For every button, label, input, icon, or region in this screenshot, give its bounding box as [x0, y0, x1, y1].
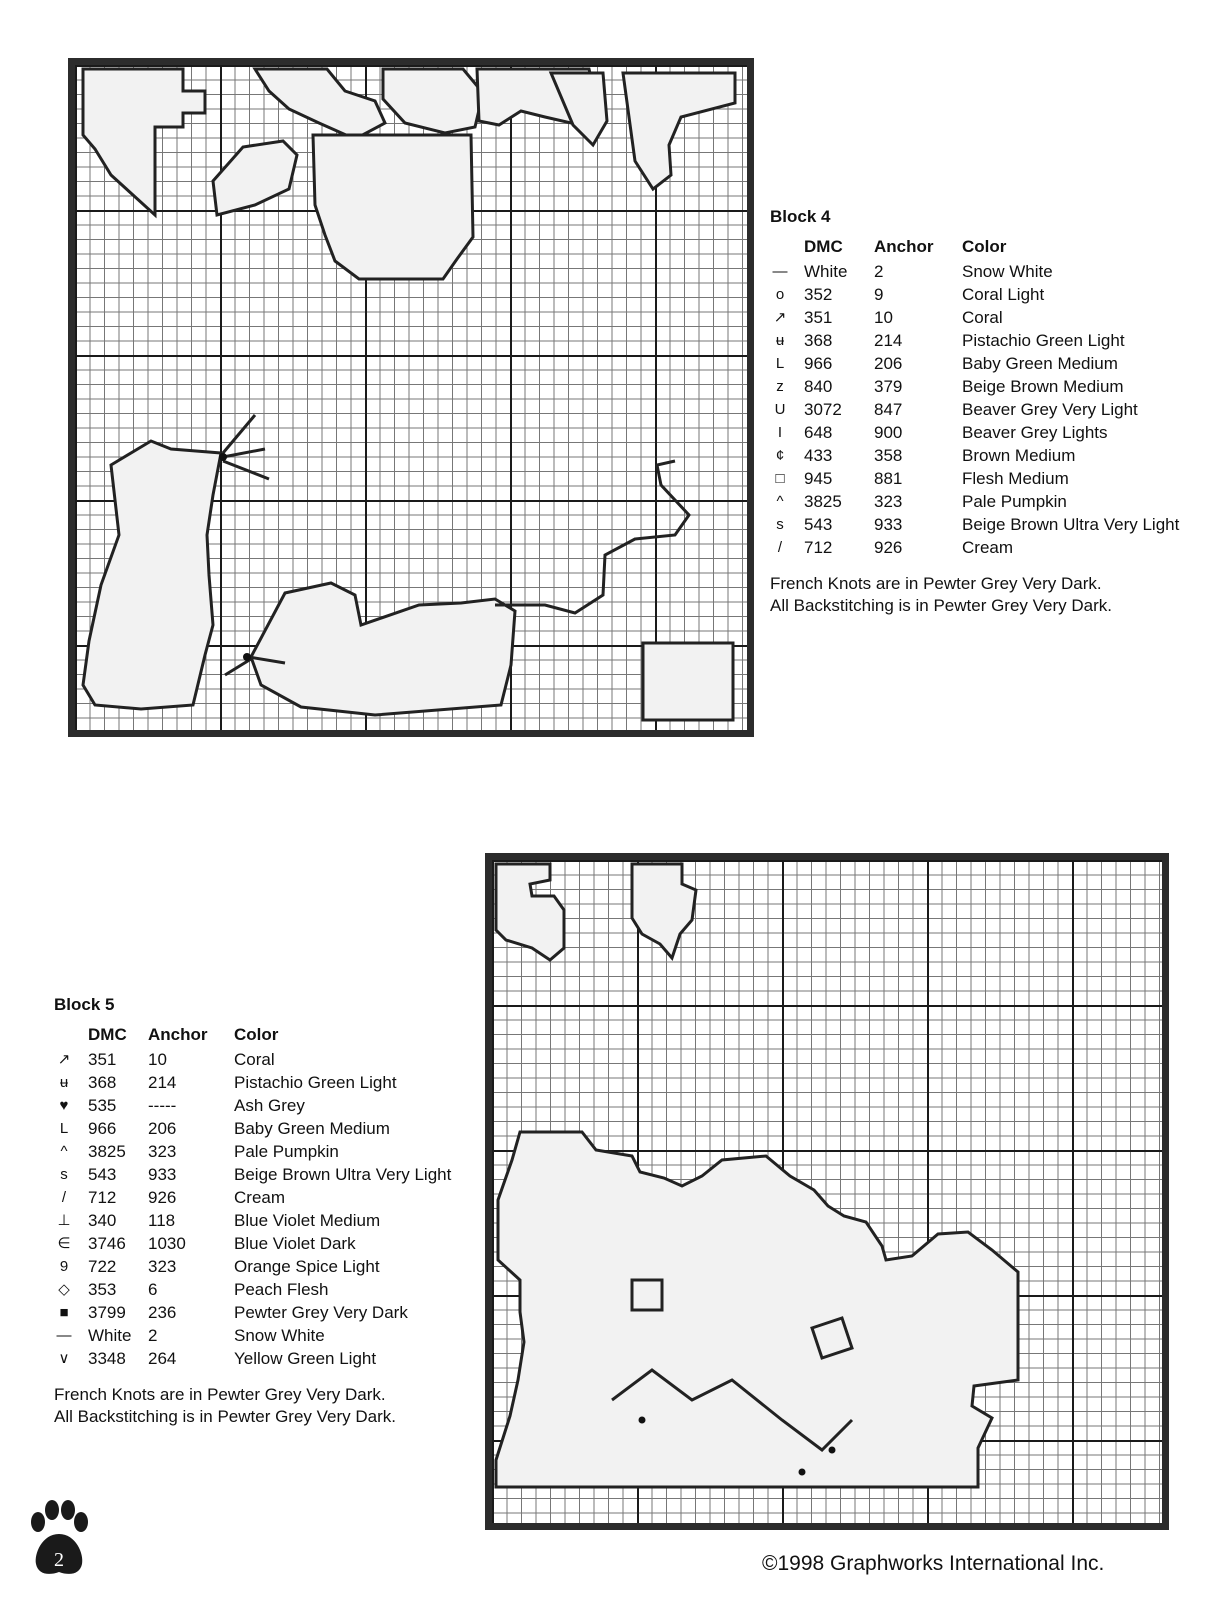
color-name: Pistachio Green Light — [234, 1072, 397, 1092]
dmc-number: White — [804, 261, 848, 281]
key-row — [770, 329, 1179, 352]
color-name: Blue Violet Dark — [234, 1233, 356, 1253]
anchor-number: 10 — [874, 307, 893, 327]
slash-symbol-icon: / — [777, 539, 783, 556]
cent-symbol-icon: ¢ — [775, 447, 785, 464]
block-4-stitch-motifs — [75, 65, 747, 730]
motif-mouse-right — [251, 583, 515, 715]
heart-symbol-icon: ♥ — [59, 1097, 69, 1114]
key-row — [770, 513, 1179, 536]
s-symbol-icon: s — [776, 516, 784, 533]
dmc-number: 543 — [804, 514, 833, 534]
motif-mouse-left — [83, 441, 221, 709]
dmc-number: 712 — [88, 1187, 117, 1207]
s-symbol-icon: s — [60, 1166, 68, 1183]
color-name: Pale Pumpkin — [234, 1141, 339, 1161]
block-5-stitch-motifs — [492, 860, 1162, 1523]
color-name: Peach Flesh — [234, 1279, 329, 1299]
french-knot — [243, 653, 251, 661]
key-row — [54, 1186, 451, 1209]
key-row — [54, 1163, 451, 1186]
barred-u-symbol-icon: ʉ — [59, 1074, 69, 1091]
color-name: Blue Violet Medium — [234, 1210, 381, 1230]
square-symbol-icon: □ — [775, 470, 785, 487]
anchor-column-header: Anchor — [148, 1025, 208, 1044]
anchor-number: 379 — [874, 376, 903, 396]
key-row — [770, 467, 1179, 490]
key-row — [770, 398, 1179, 421]
anchor-column-header: Anchor — [874, 237, 934, 256]
dmc-number: 3072 — [804, 399, 842, 419]
key-row — [770, 375, 1179, 398]
key-row — [54, 1140, 451, 1163]
dmc-number: 368 — [804, 330, 833, 350]
anchor-number: 6 — [148, 1279, 158, 1299]
french-knot — [639, 1417, 646, 1424]
backstitching-note: All Backstitching is in Pewter Grey Very Dark. — [54, 1407, 397, 1426]
dmc-number: 352 — [804, 284, 833, 304]
key-row — [54, 1255, 451, 1278]
motif-flower-top-right — [623, 73, 735, 189]
key-row — [54, 1278, 451, 1301]
dmc-number: 3799 — [88, 1302, 126, 1322]
color-name: Cream — [962, 537, 1014, 557]
dmc-number: 3746 — [88, 1233, 126, 1253]
dmc-column-header: DMC — [88, 1025, 127, 1044]
color-name: Coral — [234, 1049, 275, 1069]
french-knot — [799, 1469, 806, 1476]
block-5-key-rows — [54, 1048, 451, 1370]
dmc-number: 712 — [804, 537, 833, 557]
dmc-number: 648 — [804, 422, 833, 442]
dmc-number: 353 — [88, 1279, 117, 1299]
french-knot — [829, 1447, 836, 1454]
motif-cat-body — [496, 1132, 1018, 1487]
color-name: Coral Light — [962, 284, 1045, 304]
up-tack-symbol-icon: ⊥ — [57, 1212, 71, 1229]
anchor-number: 926 — [874, 537, 903, 557]
color-name: Pale Pumpkin — [962, 491, 1067, 511]
key-row — [770, 352, 1179, 375]
key-row — [54, 1301, 451, 1324]
block-5-notes — [54, 1384, 494, 1428]
motif-corner-bottom-right — [643, 643, 733, 720]
l-symbol-icon: L — [59, 1120, 69, 1137]
motif-leaves-top-left — [496, 864, 564, 960]
nine-symbol-icon: 9 — [59, 1258, 69, 1275]
anchor-number: 9 — [874, 284, 884, 304]
block-5-color-key — [54, 994, 494, 1428]
dmc-number: 433 — [804, 445, 833, 465]
anchor-number: 118 — [148, 1210, 176, 1230]
paw-print-icon — [26, 1500, 92, 1580]
anchor-number: 900 — [874, 422, 903, 442]
z-symbol-icon: z — [776, 378, 784, 395]
color-name: Cream — [234, 1187, 286, 1207]
color-column-header: Color — [234, 1025, 279, 1044]
key-row — [770, 283, 1179, 306]
element-symbol-icon: ∈ — [57, 1235, 71, 1252]
key-header-row — [770, 234, 1179, 260]
color-name: Brown Medium — [962, 445, 1076, 465]
anchor-number: 926 — [148, 1187, 177, 1207]
block-4-color-key — [770, 206, 1210, 617]
l-symbol-icon: L — [775, 355, 785, 372]
dmc-number: 3348 — [88, 1348, 126, 1368]
anchor-number: 323 — [874, 491, 903, 511]
block-4-title: Block 4 — [770, 207, 831, 226]
motif-leaves-top-left — [83, 69, 205, 215]
key-row — [54, 1324, 451, 1347]
anchor-number: 323 — [148, 1141, 177, 1161]
anchor-number: 1030 — [148, 1233, 186, 1253]
color-name: Baby Green Medium — [962, 353, 1118, 373]
backstitching-note: All Backstitching is in Pewter Grey Very Dark. — [770, 596, 1113, 615]
dmc-number: 945 — [804, 468, 833, 488]
dmc-number: 3825 — [88, 1141, 126, 1161]
color-name: Baby Green Medium — [234, 1118, 390, 1138]
color-name: Flesh Medium — [962, 468, 1069, 488]
key-row — [770, 490, 1179, 513]
anchor-number: 847 — [874, 399, 903, 419]
i-beam-symbol-icon: I — [777, 424, 783, 441]
dmc-number: 840 — [804, 376, 833, 396]
key-row — [770, 421, 1179, 444]
dmc-number: 966 — [88, 1118, 117, 1138]
dmc-number: 543 — [88, 1164, 117, 1184]
color-name: Pewter Grey Very Dark — [234, 1302, 408, 1322]
anchor-number: 214 — [874, 330, 903, 350]
block-4-key-rows — [770, 260, 1179, 559]
symbol-column-header — [54, 1022, 88, 1048]
block-4-key-table — [770, 234, 1179, 559]
key-row — [54, 1117, 451, 1140]
dmc-number: 535 — [88, 1095, 117, 1115]
anchor-number: 933 — [874, 514, 903, 534]
anchor-number: 323 — [148, 1256, 177, 1276]
symbol-column-header — [770, 234, 804, 260]
color-name: Ash Grey — [234, 1095, 305, 1115]
block-4-notes — [770, 573, 1210, 617]
anchor-number: 264 — [148, 1348, 177, 1368]
motif-leaves-left-mid — [213, 141, 297, 215]
v-symbol-icon: ∨ — [58, 1350, 70, 1367]
french-knots-note: French Knots are in Pewter Grey Very Dark. — [770, 574, 1102, 593]
color-name: Beaver Grey Very Light — [962, 399, 1138, 419]
anchor-number: 206 — [148, 1118, 177, 1138]
key-row — [54, 1071, 451, 1094]
key-row — [770, 444, 1179, 467]
anchor-number: 933 — [148, 1164, 177, 1184]
anchor-number: 214 — [148, 1072, 177, 1092]
copyright-notice: ©1998 Graphworks International Inc. — [762, 1552, 1105, 1575]
anchor-number: 236 — [148, 1302, 177, 1322]
french-knot — [219, 453, 227, 461]
dmc-number: 351 — [804, 307, 833, 327]
anchor-number: 358 — [874, 445, 903, 465]
anchor-number: 881 — [874, 468, 903, 488]
dash-symbol-icon: — — [772, 263, 788, 280]
block-5-title: Block 5 — [54, 995, 115, 1014]
color-name: Beige Brown Ultra Very Light — [962, 514, 1180, 534]
dmc-number: 3825 — [804, 491, 842, 511]
key-row — [770, 306, 1179, 329]
page-number: 2 — [54, 1549, 64, 1571]
key-header-row — [54, 1022, 451, 1048]
diamond-symbol-icon: ◇ — [58, 1281, 70, 1298]
arrow-symbol-icon: ↗ — [57, 1051, 71, 1068]
color-name: Beaver Grey Lights — [962, 422, 1108, 442]
barred-u-symbol-icon: ʉ — [775, 332, 785, 349]
dmc-number: 340 — [88, 1210, 117, 1230]
block-5-chart-grid — [485, 853, 1169, 1530]
color-name: Snow White — [962, 261, 1053, 281]
color-name: Coral — [962, 307, 1003, 327]
dmc-number: 351 — [88, 1049, 117, 1069]
color-name: Beige Brown Medium — [962, 376, 1124, 396]
motif-leaves-top-center-right — [383, 69, 483, 133]
caret-symbol-icon: ^ — [60, 1143, 68, 1160]
dash-symbol-icon: — — [56, 1327, 72, 1344]
color-name: Yellow Green Light — [234, 1348, 377, 1368]
color-name: Snow White — [234, 1325, 325, 1345]
block-5-key-table — [54, 1022, 451, 1370]
key-row — [54, 1232, 451, 1255]
anchor-number: 2 — [874, 261, 884, 281]
anchor-number: 10 — [148, 1049, 167, 1069]
dmc-number: 368 — [88, 1072, 117, 1092]
key-row — [54, 1209, 451, 1232]
anchor-number: ----- — [148, 1095, 177, 1115]
u-symbol-icon: U — [774, 401, 786, 418]
key-row — [770, 260, 1179, 283]
french-knots-note: French Knots are in Pewter Grey Very Dark. — [54, 1385, 386, 1404]
slash-symbol-icon: / — [61, 1189, 67, 1206]
motif-coral-flower — [313, 135, 473, 279]
key-row — [54, 1347, 451, 1370]
motif-leaves-top-center — [632, 864, 696, 958]
filled-square-symbol-icon: ■ — [59, 1304, 69, 1321]
caret-symbol-icon: ^ — [776, 493, 784, 510]
dmc-number: 966 — [804, 353, 833, 373]
dmc-number: 722 — [88, 1256, 117, 1276]
anchor-number: 2 — [148, 1325, 158, 1345]
key-row — [54, 1048, 451, 1071]
color-name: Orange Spice Light — [234, 1256, 380, 1276]
dmc-number: White — [88, 1325, 132, 1345]
color-column-header: Color — [962, 237, 1007, 256]
dmc-column-header: DMC — [804, 237, 843, 256]
circle-symbol-icon: o — [775, 286, 785, 303]
anchor-number: 206 — [874, 353, 903, 373]
color-name: Beige Brown Ultra Very Light — [234, 1164, 452, 1184]
key-row — [770, 536, 1179, 559]
key-row — [54, 1094, 451, 1117]
motif-leaves-top-center — [255, 69, 385, 139]
backstitch-mouse-tail — [495, 461, 689, 613]
color-name: Pistachio Green Light — [962, 330, 1125, 350]
arrow-symbol-icon: ↗ — [773, 309, 787, 326]
block-4-chart-grid — [68, 58, 754, 737]
